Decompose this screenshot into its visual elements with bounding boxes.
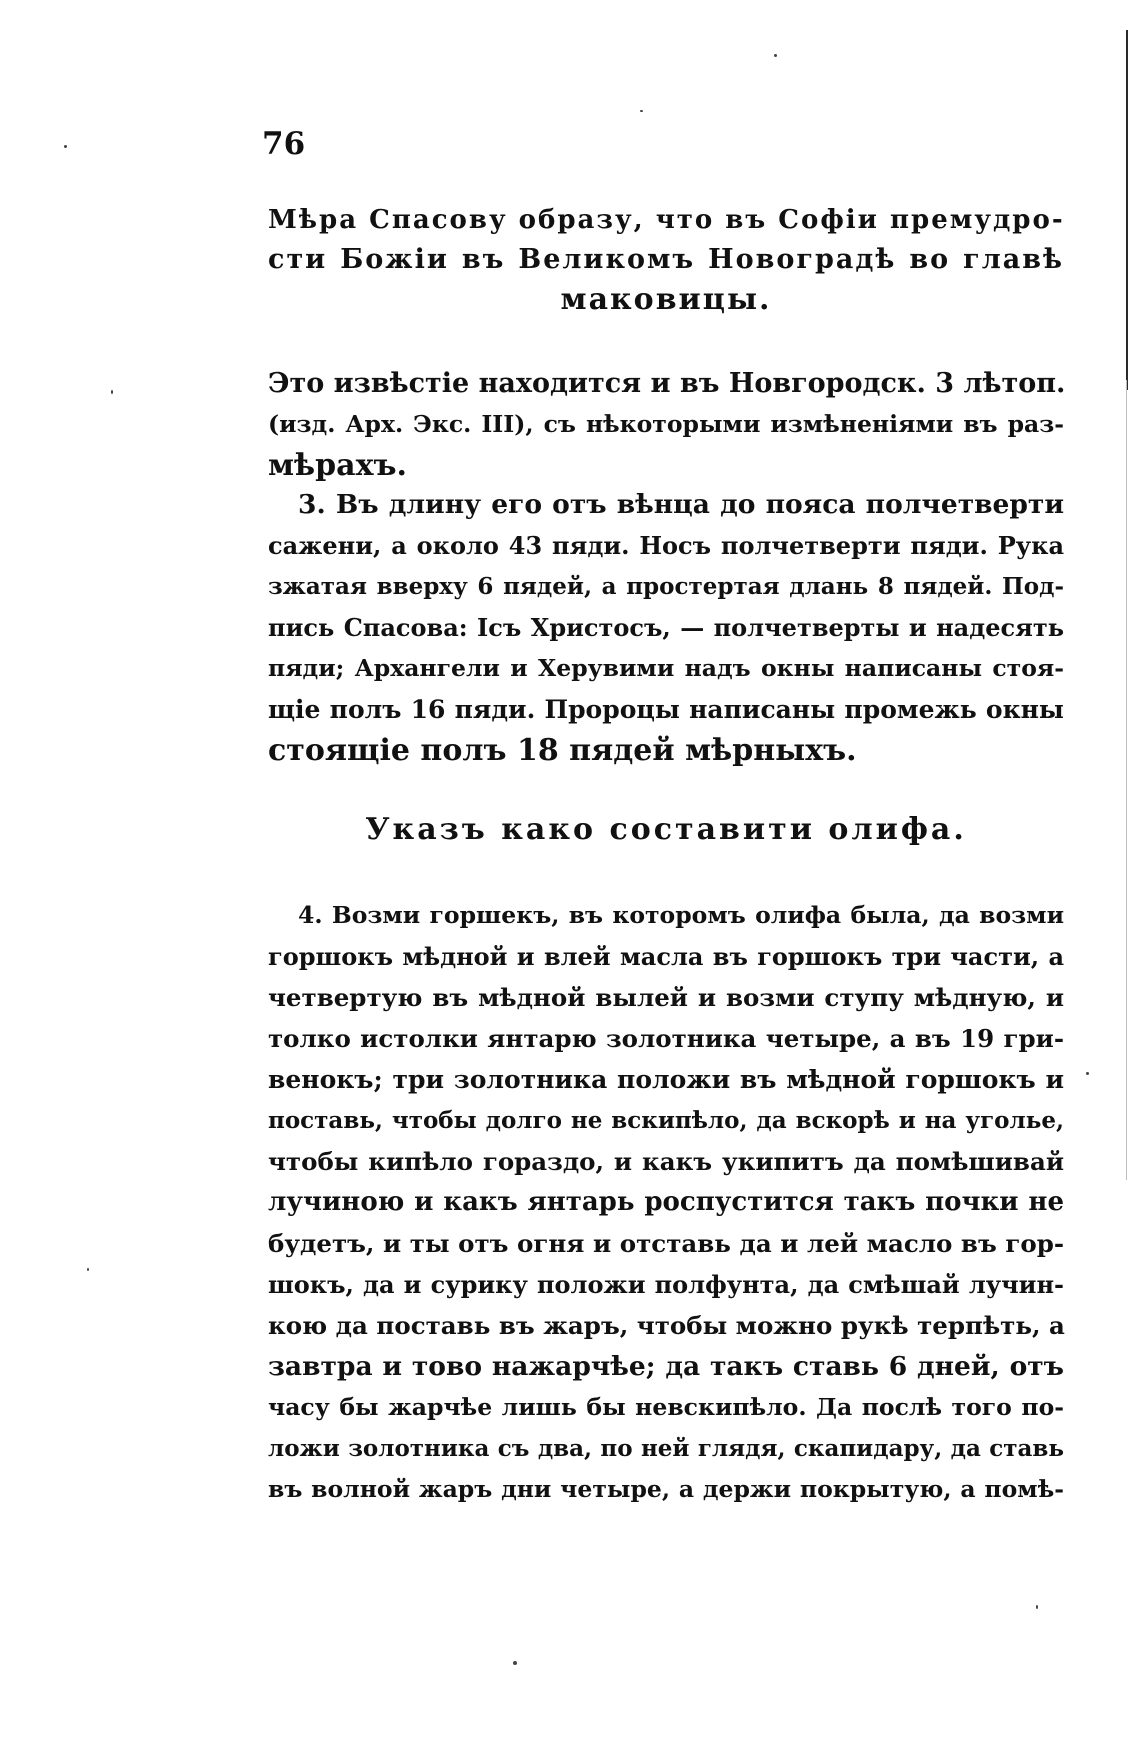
note-paragraph: [268, 363, 1064, 486]
paragraph-line: кою да поставь въ жаръ, чтобы можно рукѣ терпѣть, а: [268, 1311, 1065, 1340]
paragraph-line: горшокъ мѣдной и влей масла въ горшокъ три части, а: [268, 942, 1064, 971]
paragraph-line: 4. Возми горшекъ, въ которомъ олифа была, да возми: [298, 901, 1064, 929]
paragraph-line: лучиною и какъ янтарь роспустится такъ почки не: [268, 1187, 1064, 1217]
section-heading: Указъ како составити олифа.: [365, 812, 967, 847]
paragraph-3: [268, 484, 1064, 771]
paragraph-line: щіе полъ 16 пяди. Пророцы написаны промежь окны: [268, 695, 1064, 724]
paragraph-line: толко истолки янтарю золотника четыре, а въ 19 гри-: [268, 1024, 1064, 1053]
scan-speck: [1036, 1605, 1038, 1609]
paragraph-line: мѣрахъ.: [268, 448, 407, 483]
paragraph-line: 3. Въ длину его отъ вѣнца до пояса полчетверти: [298, 489, 1064, 520]
paragraph-line: чтобы кипѣло гораздо, и какъ укипитъ да помѣшивай: [268, 1147, 1064, 1176]
scan-speck: [640, 110, 643, 112]
paragraph-line: четвертую въ мѣдной вылей и возми ступу мѣдную, и: [268, 983, 1064, 1012]
scan-edge-rule-faint: [1126, 380, 1127, 1180]
title-block: [268, 200, 1064, 320]
paragraph-line: завтра и тово нажарчѣе; да такъ ставь 6 дней, отъ: [268, 1351, 1064, 1382]
paragraph-line: въ волной жаръ дни четыре, а держи покрытую, а помѣ-: [268, 1475, 1064, 1503]
paragraph-line: венокъ; три золотника положи въ мѣдной горшокъ и: [268, 1065, 1064, 1094]
paragraph-line: Это извѣстіе находится и въ Новгородск. 3 лѣтоп.: [268, 368, 1066, 399]
title-line: Мѣра Спасову образу, что въ Софіи премудро-: [268, 205, 1065, 235]
paragraph-4: [268, 895, 1064, 1510]
scan-speck: [513, 1661, 517, 1665]
paragraph-line: зжатая вверху 6 пядей, а простертая длань 8 пядей. Под-: [268, 573, 1064, 600]
title-line: маковицы.: [560, 282, 772, 317]
scan-speck: [87, 1268, 89, 1271]
page-number: 76: [262, 126, 306, 162]
paragraph-line: пяди; Архангели и Херувими надъ окны написаны стоя-: [268, 654, 1064, 682]
paragraph-line: (изд. Арх. Экс. III), съ нѣкоторыми измѣненіями въ раз-: [268, 410, 1064, 438]
scan-speck: [1086, 1072, 1089, 1075]
paragraph-line: будетъ, и ты отъ огня и отставь да и лей масло въ гор-: [268, 1229, 1064, 1258]
paragraph-line: ложи золотника съ два, по ней глядя, скапидару, да ставь: [268, 1435, 1064, 1462]
paragraph-line: стоящіе полъ 18 пядей мѣрныхъ.: [268, 733, 857, 768]
title-line: сти Божіи въ Великомъ Новоградѣ во главѣ: [268, 244, 1064, 275]
scan-edge-rule: [1126, 30, 1128, 390]
paragraph-line: часу бы жарчѣе лишь бы невскипѣло. Да послѣ того по-: [268, 1393, 1064, 1421]
paragraph-line: шокъ, да и сурику положи полфунта, да смѣшай лучин-: [268, 1270, 1064, 1299]
paragraph-line: сажени, а около 43 пяди. Носъ полчетверти пяди. Рука: [268, 531, 1064, 560]
scan-speck: [111, 390, 113, 394]
paragraph-line: пись Спасова: Ісъ Христосъ, — полчетверты и надесять: [268, 613, 1064, 642]
paragraph-line: поставь, чтобы долго не вскипѣло, да вскорѣ и на уголье,: [268, 1107, 1064, 1134]
scan-speck: [774, 54, 777, 57]
scan-speck: [64, 145, 67, 148]
